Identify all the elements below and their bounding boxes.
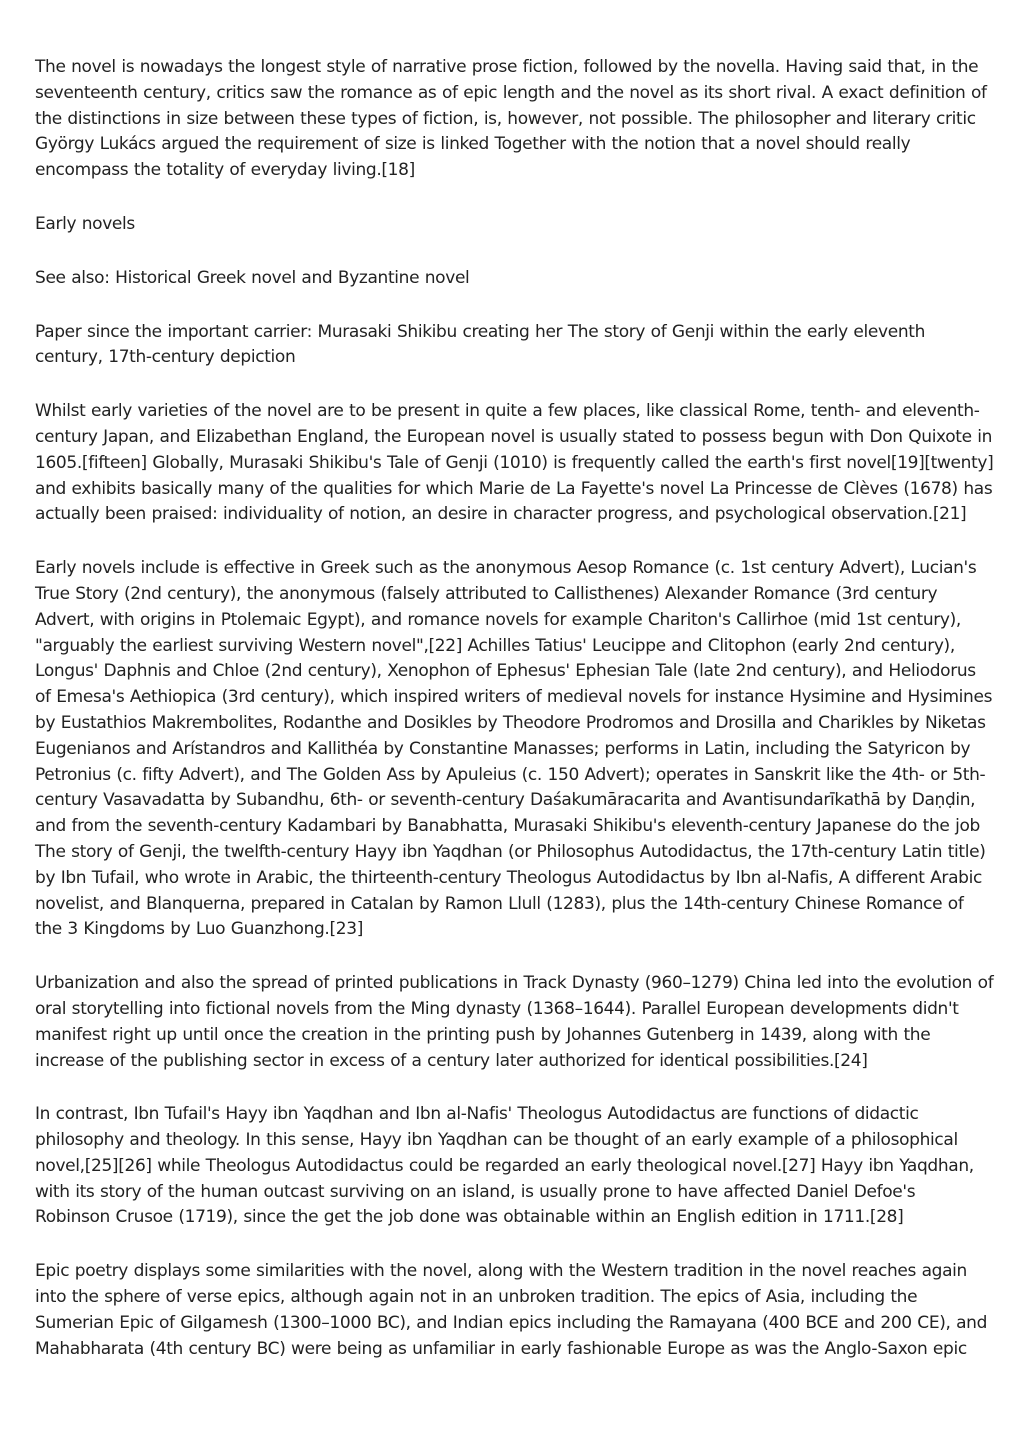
paragraph-early-novels-list: Early novels include is effective in Greek such as the anonymous Aesop Romance (c. 1st century Advert), Lucian's True Story (2nd century), the anonymous (falsely attributed to Callisthenes) Alexander Romance (3rd century Advert, with origins in Ptolemaic Egypt), and romance novels for example Chariton's Callirhoe (mid 1st century), "arguably the earliest surviving Western novel",[22] Achilles Tatius' Leucippe and Clitophon (early 2nd century), Longus' Daphnis and Chloe (2nd century), Xenophon of Ephesus' Ephesian Tale (late 2nd century), and Heliodorus of Emesa's Aethiopica (3rd century), which inspired writers of medieval novels for instance Hysimine and Hysimines by Eustathios Makrembolites, Rodanthe and Dosikles by Theodore Prodromos and Drosilla and Charikles by Niketas Eugenianos and Arístandros and Kallithéa by Constantine Manasses; performs in Latin, including the Satyricon by Petronius (c. fifty Advert), and The Golden Ass by Apuleius (c. 150 Advert); operates in Sanskrit like the 4th- or 5th- century Vasavadatta by Subandhu, 6th- or seventh-century Daśakumāracarita and Avantisundarīkathā by Daṇḍin, and from the seventh-century Kadambari by Banabhatta, Murasaki Shikibu's eleventh-century Japanese do the job The story of Genji, the twelfth-century Hayy ibn Yaqdhan (or Philosophus Autodidactus, the 17th-century Latin title) by Ibn Tufail, who wrote in Arabic, the thirteenth-century Theologus Autodidactus by Ibn al-Nafis, A different Arabic novelist, and Blanquerna, prepared in Catalan by Ramon Llull (1283), plus the 14th-century Chinese Romance of the 3 Kingdoms by Luo Guanzhong.[23] bbox=[35, 558, 993, 940]
paragraph-epic-poetry: Epic poetry displays some similarities with the novel, along with the Western tradition in the novel reaches again into the sphere of verse epics, although again not in an unbroken tradition. The epics of Asia, including the Sumerian Epic of Gilgamesh (1300–1000 BC), and Indian epics including the Ramayana (400 BCE and 200 CE), and Mahabharata (4th century BC) were being as unfamiliar in early fashionable Europe as was the Anglo-Saxon epic bbox=[35, 1261, 988, 1359]
section-heading-early-novels: Early novels bbox=[35, 213, 135, 234]
paragraph-novel-length: The novel is nowadays the longest style of narrative prose fiction, followed by the novella. Having said that, in the seventeenth century, critics saw the romance as of epic length and the novel as its short rival. A exact definition of the distinctions in size between these types of fiction, is, however, not possible. The philosopher and literary critic György Lukács argued the requirement of size is linked Together with the notion that a novel should really encompass the totality of everyday living.[18] bbox=[35, 57, 987, 181]
paragraph-urbanization: Urbanization and also the spread of printed publications in Track Dynasty (960–1279) China led into the evolution of oral storytelling into fictional novels from the Ming dynasty (1368–1644). Parallel European developments didn't manifest right up until once the creation in the printing push by Johannes Gutenberg in 1439, along with the increase of the publishing sector in excess of a century later authorized for identical possibilities.[24] bbox=[35, 973, 994, 1071]
paragraph-didactic-philosophy: In contrast, Ibn Tufail's Hayy ibn Yaqdhan and Ibn al-Nafis' Theologus Autodidactus are functions of didactic philosophy and theology. In this sense, Hayy ibn Yaqdhan can be thought of an early example of a philosophical novel,[25][26] while Theologus Autodidactus could be regarded an early theological novel.[27] Hayy ibn Yaqdhan, with its story of the human outcast surviving on an island, is usually prone to have affected Daniel Defoe's Robinson Crusoe (1719), since the get the job done was obtainable within an English edition in 1711.[28] bbox=[35, 1104, 974, 1228]
see-also-note: See also: Historical Greek novel and Byzantine novel bbox=[35, 267, 470, 288]
document-body bbox=[35, 55, 995, 1390]
paragraph-early-varieties: Whilst early varieties of the novel are to be present in quite a few places, like classical Rome, tenth- and eleventh-century Japan, and Elizabethan England, the European novel is usually stated to possess begun with Don Quixote in 1605.[fifteen] Globally, Murasaki Shikibu's Tale of Genji (1010) is frequently called the earth's first novel[19][twenty] and exhibits basically many of the qualities for which Marie de La Fayette's novel La Princesse de Clèves (1678) has actually been praised: individuality of notion, an desire in character progress, and psychological observation.[21] bbox=[35, 401, 994, 525]
image-caption: Paper since the important carrier: Murasaki Shikibu creating her The story of Genji within the early eleventh century, 17th-century depiction bbox=[35, 321, 925, 368]
